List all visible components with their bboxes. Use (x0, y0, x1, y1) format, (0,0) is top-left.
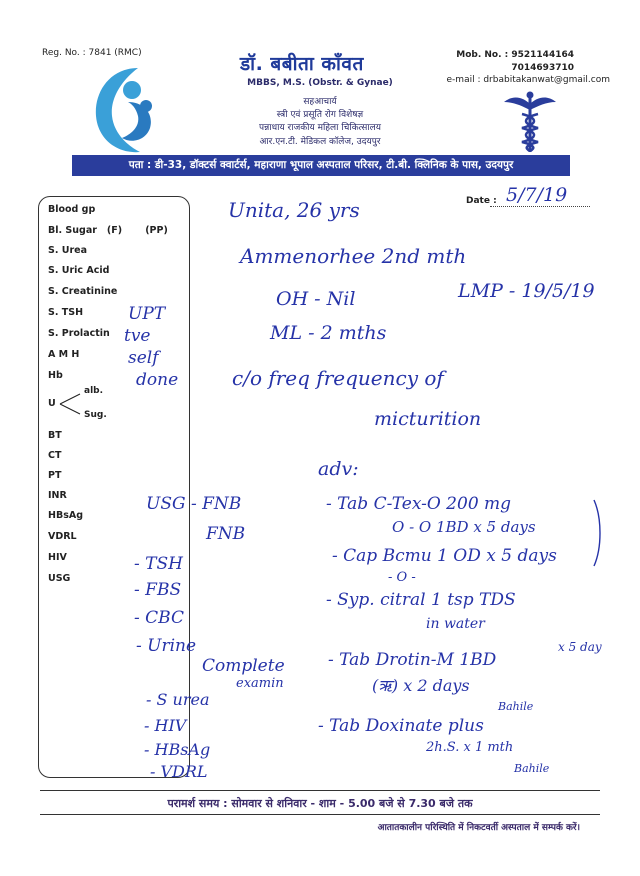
hw-inv-urine: - Urine (136, 636, 197, 656)
address-bar: पता : डी-33, डॉक्टर्स क्वार्टर्स, महाराणा भूपाल अस्पताल परिसर, टी.बी. क्लिनिक के पास, उदयपुर (72, 155, 570, 176)
test-blood-group: Blood gp (48, 204, 96, 215)
hw-inv-urine-2: Complete (202, 656, 285, 676)
hw-complaint-detail-2: micturition (374, 408, 482, 430)
test-urine-albumin: alb. (84, 386, 104, 396)
hospital-name: पन्नाधाय राजकीय महिला चिकित्सालय (259, 123, 381, 133)
hw-rx-2-b: - O - (388, 570, 416, 585)
hw-inv-fbs: - FBS (134, 580, 182, 600)
doctor-name: डॉ. बबीता काँवत (240, 53, 364, 75)
caduceus-icon (500, 88, 560, 154)
hw-patient: Unita, 26 yrs (228, 198, 360, 222)
consultation-hours: परामर्श समय : सोमवार से शनिवार - शाम - 5.00 बजे से 7.30 बजे तक (167, 797, 473, 810)
hw-rx-2: - Cap Bcmu 1 OD x 5 days (332, 546, 557, 566)
date-value: 5/7/19 (506, 184, 568, 206)
hw-rx-5-b: 2h.S. x 1 mth (426, 740, 514, 755)
test-s-uric-acid: S. Uric Acid (48, 265, 110, 276)
test-usg: USG (48, 573, 71, 584)
mother-child-logo-icon (88, 62, 172, 158)
hw-inv-surea: - S urea (146, 690, 210, 709)
footer-divider-bottom (40, 814, 600, 815)
qualifications: MBBS, M.S. (Obstr. & Gynae) (247, 78, 393, 88)
test-s-tsh: S. TSH (48, 307, 84, 318)
hw-inv-cbc: - CBC (134, 608, 184, 628)
test-inr: INR (48, 490, 67, 501)
test-hbsag: HBsAg (48, 510, 83, 521)
hw-inv-usg-2: FNB (206, 524, 246, 544)
hw-upt-1: UPT (128, 304, 166, 324)
hw-upt-3: self (128, 348, 159, 368)
hw-complaint-detail: c/o freq frequency of (232, 366, 444, 390)
hw-rx-4-d: Bahile (498, 700, 534, 713)
hw-rx-4-b: (ऋ) x 2 days (372, 676, 470, 695)
emergency-note: आतातकालीन परिस्थिति में निकटवर्ती अस्पताल में सम्पर्क करें। (377, 823, 580, 833)
mobile-number-2: 7014693710 (511, 63, 574, 73)
college-name: आर.एन.टी. मेडिकल कॉलेज, उदयपुर (259, 137, 381, 147)
hw-rx-4: - Tab Drotin-M 1BD (328, 650, 497, 670)
specialty: स्त्री एवं प्रसूति रोग विशेषज्ञ (276, 110, 364, 120)
hw-upt-2: tve (124, 326, 151, 346)
hw-oh: OH - Nil (276, 288, 356, 310)
designation: सहआचार्य (303, 97, 337, 107)
hw-rx-1: - Tab C-Tex-O 200 mg (326, 494, 512, 514)
hw-rx-3: - Syp. citral 1 tsp TDS (326, 590, 516, 610)
rx-bracket (592, 498, 606, 568)
urine-bracket (58, 392, 84, 416)
test-urine-sugar: Sug. (84, 410, 107, 420)
date-label: Date : (466, 196, 497, 206)
test-amh: A M H (48, 349, 80, 360)
test-vdrl: VDRL (48, 531, 77, 542)
hw-inv-usg: USG - FNB (146, 494, 242, 514)
footer-divider-top (40, 790, 600, 791)
test-bt: BT (48, 430, 62, 441)
hw-advice-label: adv: (318, 458, 359, 480)
hw-inv-vdrl: - VDRL (150, 762, 208, 781)
date-line (490, 206, 590, 207)
hw-rx-4-c: x 5 day (558, 640, 602, 654)
test-ct: CT (48, 450, 62, 461)
test-hiv: HIV (48, 552, 67, 563)
hw-complaint: Ammenorhee 2nd mth (240, 244, 467, 268)
hw-rx-5-c: Bahile (514, 762, 550, 775)
email-address: e-mail : drbabitakanwat@gmail.com (446, 75, 610, 85)
test-pt: PT (48, 470, 62, 481)
hw-inv-urine-3: examin (236, 676, 284, 691)
hw-inv-tsh: - TSH (134, 554, 183, 574)
hw-upt-4: done (136, 370, 179, 390)
test-s-prolactin: S. Prolactin (48, 328, 110, 339)
test-urine: U (48, 398, 56, 409)
test-s-creatinine: S. Creatinine (48, 286, 118, 297)
hw-rx-3-b: in water (426, 616, 485, 632)
mobile-number: Mob. No. : 9521144164 (456, 50, 574, 60)
test-s-urea: S. Urea (48, 245, 88, 256)
hw-rx-5: - Tab Doxinate plus (318, 716, 484, 736)
hw-lmp: LMP - 19/5/19 (458, 280, 595, 302)
test-hb: Hb (48, 370, 63, 381)
registration-number: Reg. No. : 7841 (RMC) (42, 48, 142, 58)
hw-inv-hbsag: - HBsAg (144, 740, 211, 759)
hw-rx-1-dose: O - O 1BD x 5 days (392, 518, 536, 536)
test-blood-sugar: Bl. Sugar (F) (PP) (48, 225, 168, 236)
hw-ml: ML - 2 mths (270, 322, 387, 344)
hw-inv-hiv: - HIV (144, 716, 187, 735)
